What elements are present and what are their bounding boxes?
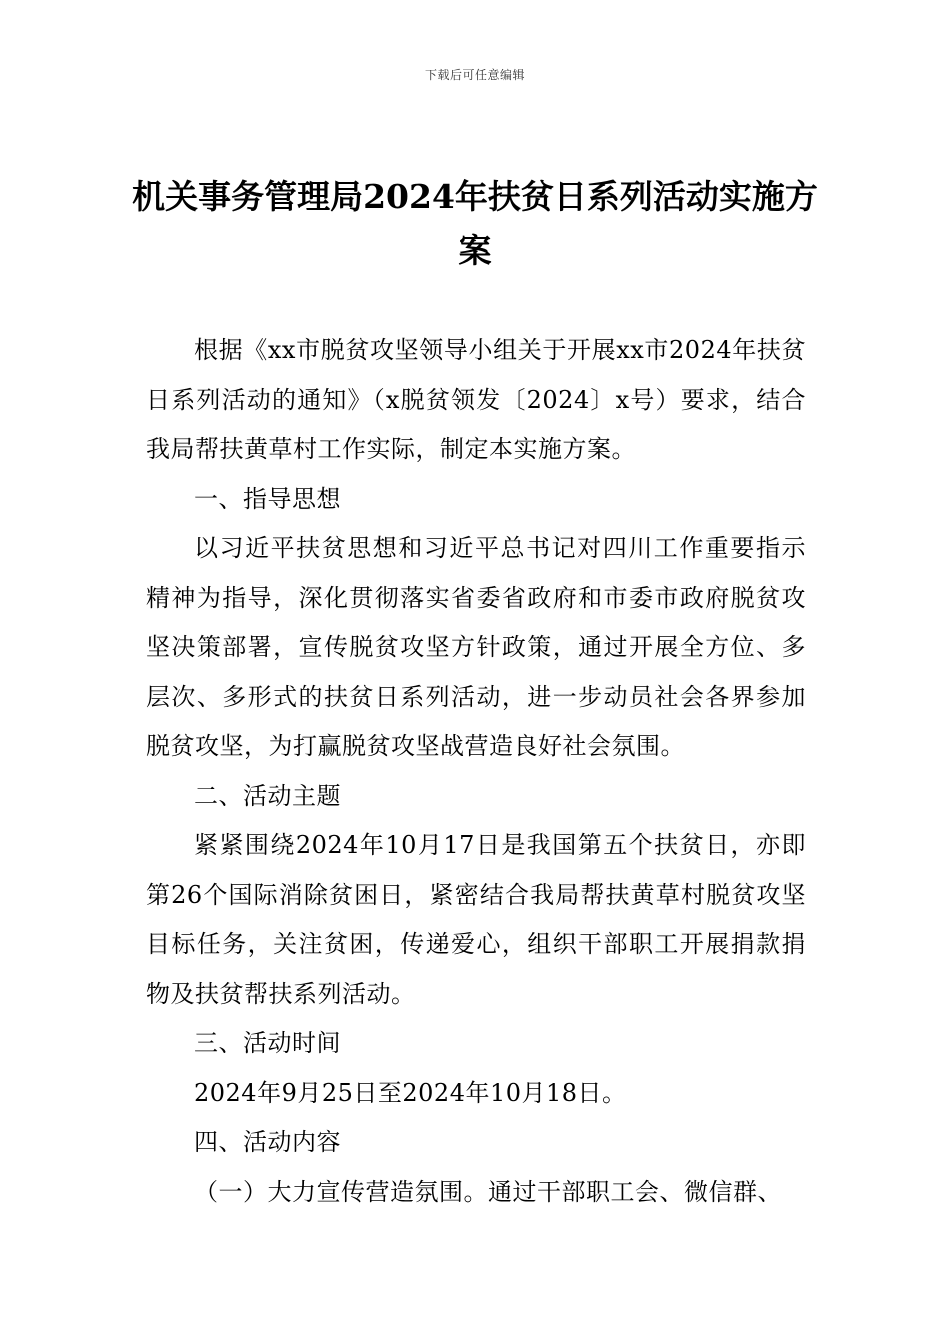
section-heading-activity-content: 四、活动内容 (194, 1128, 341, 1156)
document-body (146, 326, 806, 1217)
section-heading-guiding-ideology: 一、指导思想 (194, 484, 341, 513)
paragraph-activity-theme: 紧紧围绕2024年10月17日是我国第五个扶贫日，亦即第26个国际消除贫困日，紧密结合我局帮扶黄草村脱贫攻坚目标任务，关注贫困，传递爱心，组织干部职工开展捐款捐物及扶贫帮扶系列活动。 (146, 831, 806, 1008)
document-title: 机关事务管理局2024年扶贫日系列活动实施方案 (132, 177, 818, 270)
page-header-note: 下载后可任意编辑 (424, 68, 525, 82)
paragraph-activity-content-1: （一）大力宣传营造氛围。通过干部职工会、微信群、 (194, 1177, 782, 1206)
paragraph-activity-time: 2024年9月25日至2024年10月18日。 (194, 1078, 627, 1107)
section-heading-activity-theme: 二、活动主题 (194, 781, 341, 810)
paragraph-guiding-ideology: 以习近平扶贫思想和习近平总书记对四川工作重要指示精神为指导，深化贯彻落实省委省政府和市委市政府脱贫攻坚决策部署，宣传脱贫攻坚方针政策，通过开展全方位、多层次、多形式的扶贫日系列活动，进一步动员社会各界参加脱贫攻坚，为打赢脱贫攻坚战营造良好社会氛围。 (146, 534, 806, 760)
section-heading-activity-time: 三、活动时间 (194, 1029, 341, 1057)
paragraph-intro: 根据《xx市脱贫攻坚领导小组关于开展xx市2024年扶贫日系列活动的通知》（x脱贫领发〔2024〕x号）要求，结合我局帮扶黄草村工作实际，制定本实施方案。 (146, 336, 806, 463)
